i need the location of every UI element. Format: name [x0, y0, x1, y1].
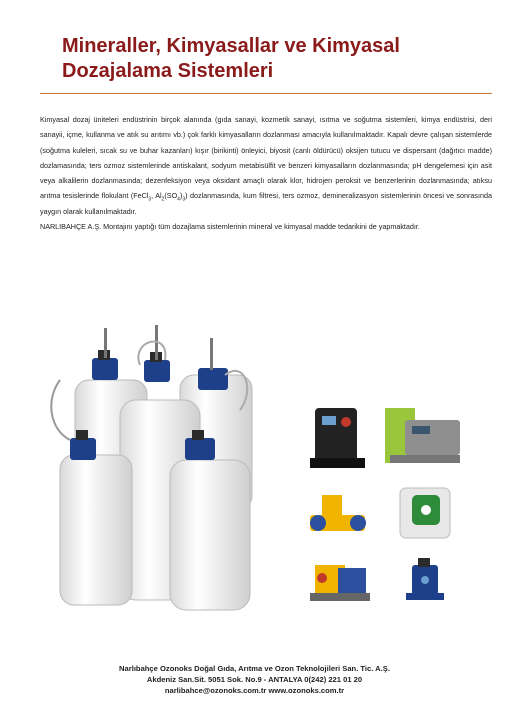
dosing-pumps-image [300, 400, 475, 630]
pump-3 [310, 495, 366, 531]
pump-2 [385, 408, 460, 463]
title-line-2: Dozajalama Sistemleri [62, 60, 274, 82]
title-line-1: Mineraller, Kimyasallar ve Kimyasal [62, 35, 400, 57]
pump-6 [406, 558, 444, 600]
body-text [40, 112, 492, 234]
footer-address: Akdeniz San.Sit. 5051 Sok. No.9 - ANTALYA 0(242) 221 01 20 [146, 675, 363, 684]
footer [0, 663, 509, 696]
pump-5 [310, 565, 370, 601]
footer-company: Narlıbahçe Ozonoks Doğal Gıda, Arıtma ve Ozon Teknolojileri San. Tic. A.Ş. [119, 664, 390, 673]
pump-1 [310, 408, 365, 468]
paragraph-1: Kimyasal dozaj üniteleri endüstrinin birçok alanında (gıda sanayi, kozmetik sanayi, ısıtma ve soğutma sistemleri, kimya endüstrisi, deri sanayii, içme, kullanma ve atık su arıtımı vb.) çok farklı kimyasalların dozlanması amacıyla kullanılmaktadır. Kapalı devre çalışan sistemlerde (soğutma kuleleri, sıcak su ve buhar kazanları) kışır (birikinti) önleyici, biyosit (canlı öldürücü) oksijen tutucu ve dispersant (dağıtıcı madde) dozlamasında; ters ozmoz sistemlerinde antiskalant, sodyum metabisülfit ve benzeri kimyasalların dozlanmasında; pH dengelemesi için asit veya alkalilerin dozlanmasında; dezenfeksiyon veya oksidant amaçlı olarak klor, hidrojen peroksit ve benzerlerinin dozlanmasında; atıksu arıtma tesislerinde flokulant (FeCl$_3$, $Al_2(SO_4)_3$) dozlanmasında, kum filtresi, ters ozmoz, demineralizasyon sistemlerinin öncesi ve sonrasında yaygın olarak kullanılmaktadır. [40, 115, 492, 216]
title-divider [40, 93, 492, 94]
footer-contact: narlibahce@ozonoks.com.tr www.ozonoks.com.tr [164, 686, 345, 695]
paragraph-2: NARLIBAHÇE A.Ş. Montajını yaptığı tüm dozajlama sistemlerinin mineral ve kimyasal madde tedarikini de yapmaktadır. [40, 222, 420, 232]
dosing-tanks-image [40, 320, 265, 615]
pump-4 [400, 488, 450, 538]
page-title [62, 34, 492, 84]
